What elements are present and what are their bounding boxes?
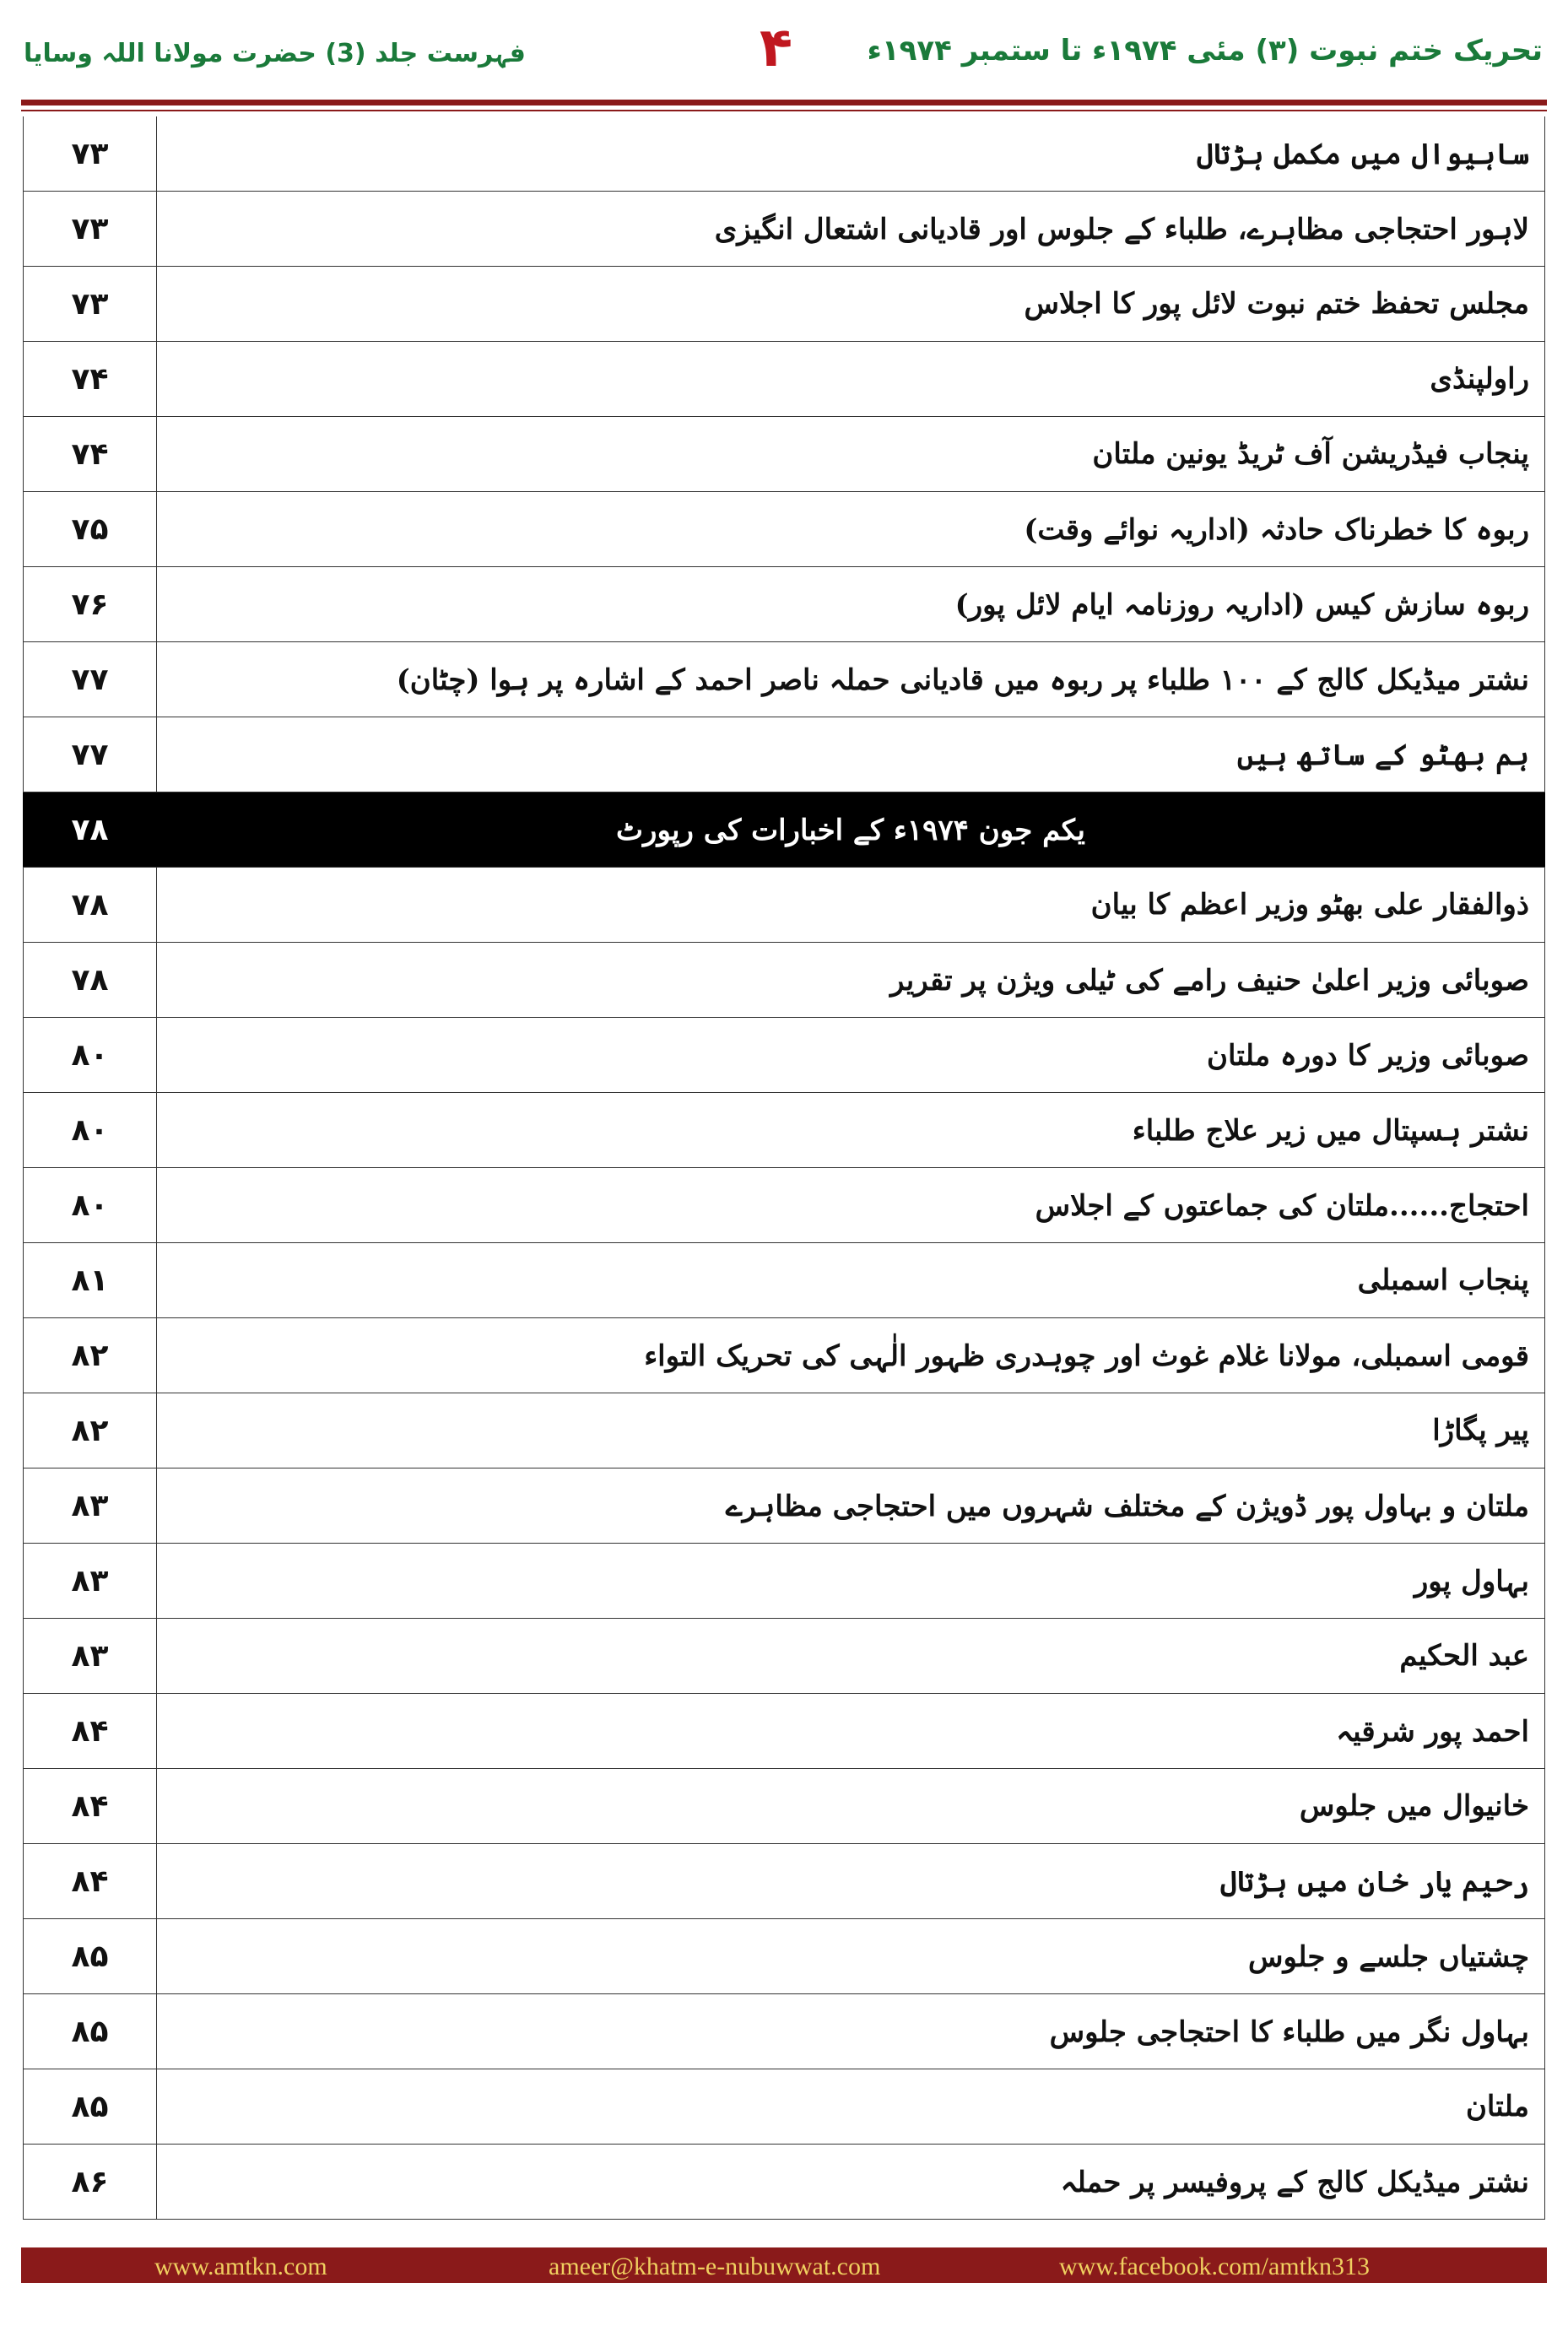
toc-entry-title: عبد الحکیم — [157, 1619, 1545, 1693]
page-header — [0, 0, 1568, 110]
toc-section-row — [23, 792, 1545, 868]
toc-row — [23, 1468, 1545, 1544]
footer-email-link[interactable]: ameer@khatm-e-nubuwwat.com — [549, 2253, 881, 2280]
toc-entry-title: لاہور احتجاجی مظاہرے، طلباء کے جلوس اور قادیانی اشتعال انگیزی — [157, 192, 1545, 266]
toc-row — [23, 1544, 1545, 1619]
toc-row — [23, 2069, 1545, 2145]
toc-entry-title: پنجاب اسمبلی — [157, 1243, 1545, 1317]
book-title: تحریک ختم نبوت (۳) مئی ۱۹۷۴ء تا ستمبر ۱۹۷۴ء — [867, 34, 1543, 68]
toc-row — [23, 717, 1545, 792]
toc-row — [23, 1919, 1545, 1994]
toc-page-number: ۷۷ — [23, 642, 157, 717]
toc-row — [23, 1018, 1545, 1093]
toc-entry-title: خانیوال میں جلوس — [157, 1769, 1545, 1843]
toc-row — [23, 342, 1545, 417]
toc-row — [23, 192, 1545, 267]
toc-entry-title: احتجاج......ملتان کی جماعتوں کے اجلاس — [157, 1168, 1545, 1242]
toc-page-number: ۷۳ — [23, 267, 157, 341]
toc-page-number: ۸۲ — [23, 1393, 157, 1468]
toc-page-number: ۷۴ — [23, 417, 157, 491]
toc-entry-title: ملتان و بہاول پور ڈویژن کے مختلف شہروں میں احتجاجی مظاہرے — [157, 1468, 1545, 1543]
toc-row — [23, 492, 1545, 567]
toc-entry-title: قومی اسمبلی، مولانا غلام غوث اور چوہدری ظہور الٰہی کی تحریک التواء — [157, 1318, 1545, 1393]
toc-entry-title: ہم بھٹو کے ساتھ ہیں — [157, 717, 1545, 792]
toc-page-number: ۷۸ — [23, 868, 157, 942]
toc-page-number: ۸۳ — [23, 1544, 157, 1618]
volume-title: فہرست جلد (3) حضرت مولانا اللہ وسایا — [24, 39, 526, 68]
page-footer — [21, 2247, 1547, 2283]
toc-entry-title: ربوہ کا خطرناک حادثہ (اداریہ نوائے وقت) — [157, 492, 1545, 566]
toc-page-number: ۸۵ — [23, 1994, 157, 2069]
toc-page-number: ۷۸ — [23, 943, 157, 1017]
toc-entry-title: ساہیوال میں مکمل ہڑتال — [157, 116, 1545, 191]
toc-page-number: ۷۷ — [23, 717, 157, 792]
toc-row — [23, 267, 1545, 342]
toc-entry-title: ذوالفقار علی بھٹو وزیر اعظم کا بیان — [157, 868, 1545, 942]
toc-entry-title: راولپنڈی — [157, 342, 1545, 416]
toc-row — [23, 943, 1545, 1018]
toc-row — [23, 1994, 1545, 2069]
toc-page-number: ۷۶ — [23, 567, 157, 641]
toc-entry-title: چشتیاں جلسے و جلوس — [157, 1919, 1545, 1993]
toc-page-number: ۸۴ — [23, 1844, 157, 1918]
toc-page-number: ۸۳ — [23, 1619, 157, 1693]
toc-row — [23, 1168, 1545, 1243]
toc-row — [23, 642, 1545, 717]
toc-entry-title: نشتر میڈیکل کالج کے پروفیسر پر حملہ — [157, 2145, 1545, 2219]
toc-entry-title: صوبائی وزیر کا دورہ ملتان — [157, 1018, 1545, 1092]
toc-page-number: ۸۰ — [23, 1093, 157, 1167]
toc-page-number: ۸۲ — [23, 1318, 157, 1393]
header-rule-thin — [21, 110, 1547, 111]
page-number: ۴ — [760, 17, 793, 79]
toc-row — [23, 1694, 1545, 1769]
header-rule-thick — [21, 100, 1547, 105]
table-of-contents — [23, 116, 1545, 2220]
toc-section-title: یکم جون ۱۹۷۴ء کے اخبارات کی رپورٹ — [157, 792, 1545, 867]
toc-entry-title: نشتر میڈیکل کالج کے ۱۰۰ طلباء پر ربوہ میں قادیانی حملہ ناصر احمد کے اشارہ پر ہوا (چٹان) — [157, 642, 1545, 717]
toc-row — [23, 1318, 1545, 1393]
toc-row — [23, 417, 1545, 492]
toc-page-number: ۸۴ — [23, 1694, 157, 1768]
toc-entry-title: پیر پگاڑا — [157, 1393, 1545, 1468]
toc-entry-title: بہاول پور — [157, 1544, 1545, 1618]
toc-row — [23, 2145, 1545, 2220]
toc-page-number: ۸۰ — [23, 1018, 157, 1092]
toc-row — [23, 868, 1545, 943]
toc-page-number: ۷۵ — [23, 492, 157, 566]
toc-page-number: ۷۸ — [23, 792, 157, 867]
toc-row — [23, 1844, 1545, 1919]
footer-website-link[interactable]: www.amtkn.com — [154, 2253, 327, 2280]
toc-row — [23, 1769, 1545, 1844]
toc-page-number: ۸۳ — [23, 1468, 157, 1543]
toc-page-number: ۸۶ — [23, 2145, 157, 2219]
toc-entry-title: احمد پور شرقیہ — [157, 1694, 1545, 1768]
toc-entry-title: مجلس تحفظ ختم نبوت لائل پور کا اجلاس — [157, 267, 1545, 341]
toc-row — [23, 567, 1545, 642]
toc-entry-title: رحیم یار خان میں ہڑتال — [157, 1844, 1545, 1918]
toc-page-number: ۸۱ — [23, 1243, 157, 1317]
toc-row — [23, 116, 1545, 192]
toc-entry-title: نشتر ہسپتال میں زیر علاج طلباء — [157, 1093, 1545, 1167]
toc-page-number: ۷۳ — [23, 116, 157, 191]
toc-page-number: ۷۴ — [23, 342, 157, 416]
toc-entry-title: ربوہ سازش کیس (اداریہ روزنامہ ایام لائل پور) — [157, 567, 1545, 641]
toc-page-number: ۸۵ — [23, 2069, 157, 2144]
toc-row — [23, 1243, 1545, 1318]
toc-page-number: ۷۳ — [23, 192, 157, 266]
toc-entry-title: صوبائی وزیر اعلیٰ حنیف رامے کی ٹیلی ویژن پر تقریر — [157, 943, 1545, 1017]
toc-page-number: ۸۴ — [23, 1769, 157, 1843]
toc-row — [23, 1093, 1545, 1168]
footer-facebook-link[interactable]: www.facebook.com/amtkn313 — [1059, 2253, 1370, 2280]
toc-entry-title: بہاول نگر میں طلباء کا احتجاجی جلوس — [157, 1994, 1545, 2069]
toc-row — [23, 1393, 1545, 1468]
toc-row — [23, 1619, 1545, 1694]
toc-page-number: ۸۰ — [23, 1168, 157, 1242]
toc-entry-title: ملتان — [157, 2069, 1545, 2144]
toc-page-number: ۸۵ — [23, 1919, 157, 1993]
toc-entry-title: پنجاب فیڈریشن آف ٹریڈ یونین ملتان — [157, 417, 1545, 491]
